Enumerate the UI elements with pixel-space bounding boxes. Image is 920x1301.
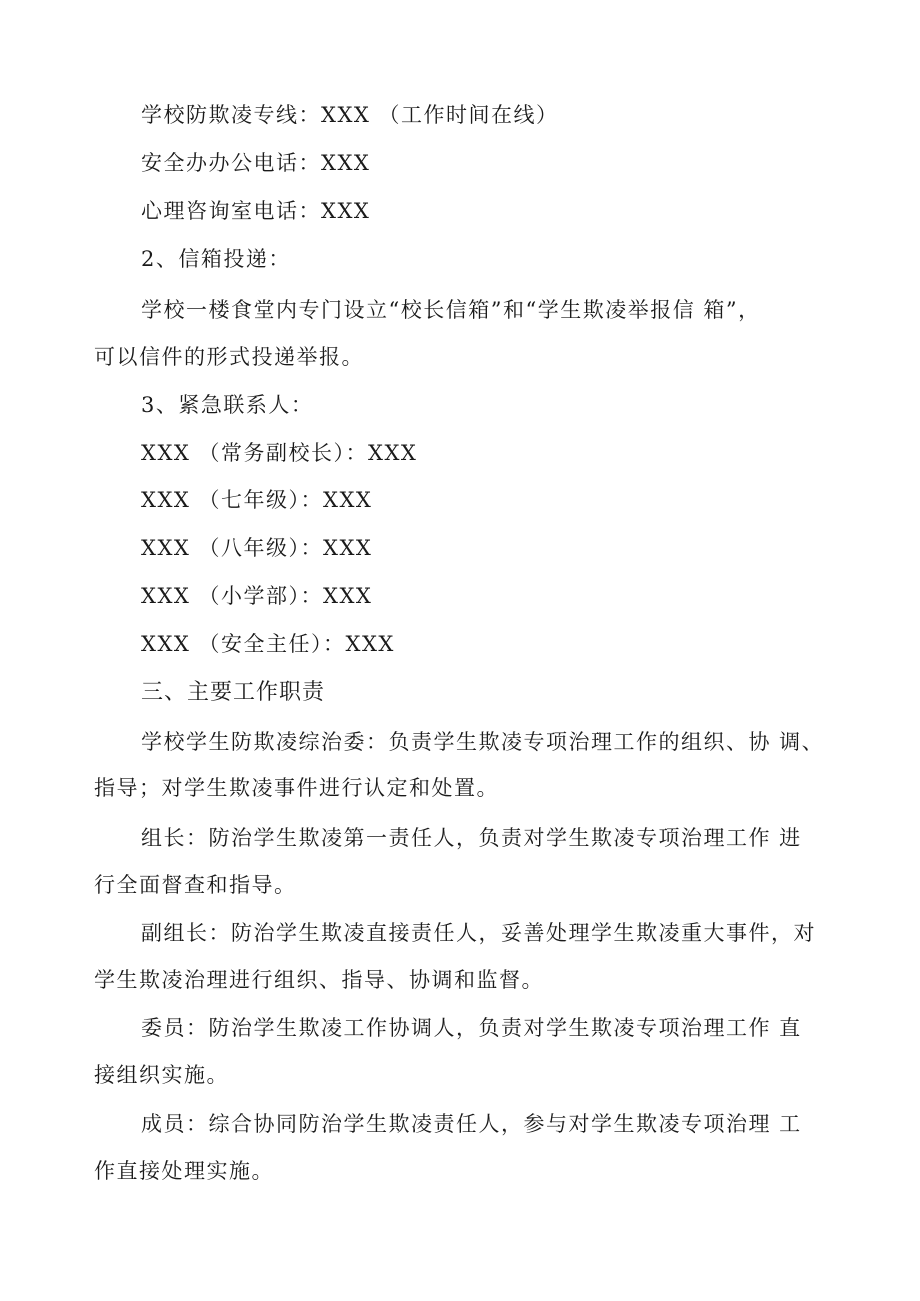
paragraph-member-line-2: 接组织实施。 (94, 1063, 229, 1087)
paragraph-staff-line-1: 成员：综合协同防治学生欺凌责任人，参与对学生欺凌专项治理 工 (141, 1112, 802, 1136)
emergency-contact-1: XXX （常务副校长）：XXX (141, 441, 418, 465)
safety-office-phone-line: 安全办办公电话：XXX (141, 151, 371, 175)
paragraph-committee-line-1: 学校学生防欺凌综治委：负责学生欺凌专项治理工作的组织、协 调、 (141, 730, 825, 754)
paragraph-committee-line-2: 指导；对学生欺凌事件进行认定和处置。 (94, 776, 499, 800)
hotline-line: 学校防欺凌专线：XXX （工作时间在线） (141, 103, 559, 127)
counseling-phone-line: 心理咨询室电话：XXX (141, 199, 371, 223)
paragraph-member-line-1: 委员：防治学生欺凌工作协调人，负责对学生欺凌专项治理工作 直 (141, 1016, 802, 1040)
mailbox-title: 2、信箱投递： (141, 247, 291, 271)
paragraph-staff-line-2: 作直接处理实施。 (94, 1159, 274, 1183)
emergency-title: 3、紧急联系人： (141, 393, 314, 417)
mailbox-text-line-1: 学校一楼食堂内专门设立“校长信箱”和“学生欺凌举报信 箱”， (141, 298, 761, 322)
section-heading: 三、主要工作职责 (141, 680, 326, 705)
paragraph-deputy-line-1: 副组长：防治学生欺凌直接责任人，妥善处理学生欺凌重大事件，对 (141, 921, 816, 945)
emergency-contact-4: XXX （小学部）：XXX (141, 584, 373, 608)
mailbox-text-line-2: 可以信件的形式投递举报。 (94, 345, 364, 369)
emergency-contact-3: XXX （八年级）：XXX (141, 536, 373, 560)
paragraph-leader-line-2: 行全面督查和指导。 (94, 873, 297, 897)
paragraph-deputy-line-2: 学生欺凌治理进行组织、指导、协调和监督。 (94, 968, 544, 992)
emergency-contact-2: XXX （七年级）：XXX (141, 488, 373, 512)
paragraph-leader-line-1: 组长：防治学生欺凌第一责任人，负责对学生欺凌专项治理工作 进 (141, 826, 802, 850)
emergency-contact-5: XXX （安全主任）：XXX (141, 632, 395, 656)
